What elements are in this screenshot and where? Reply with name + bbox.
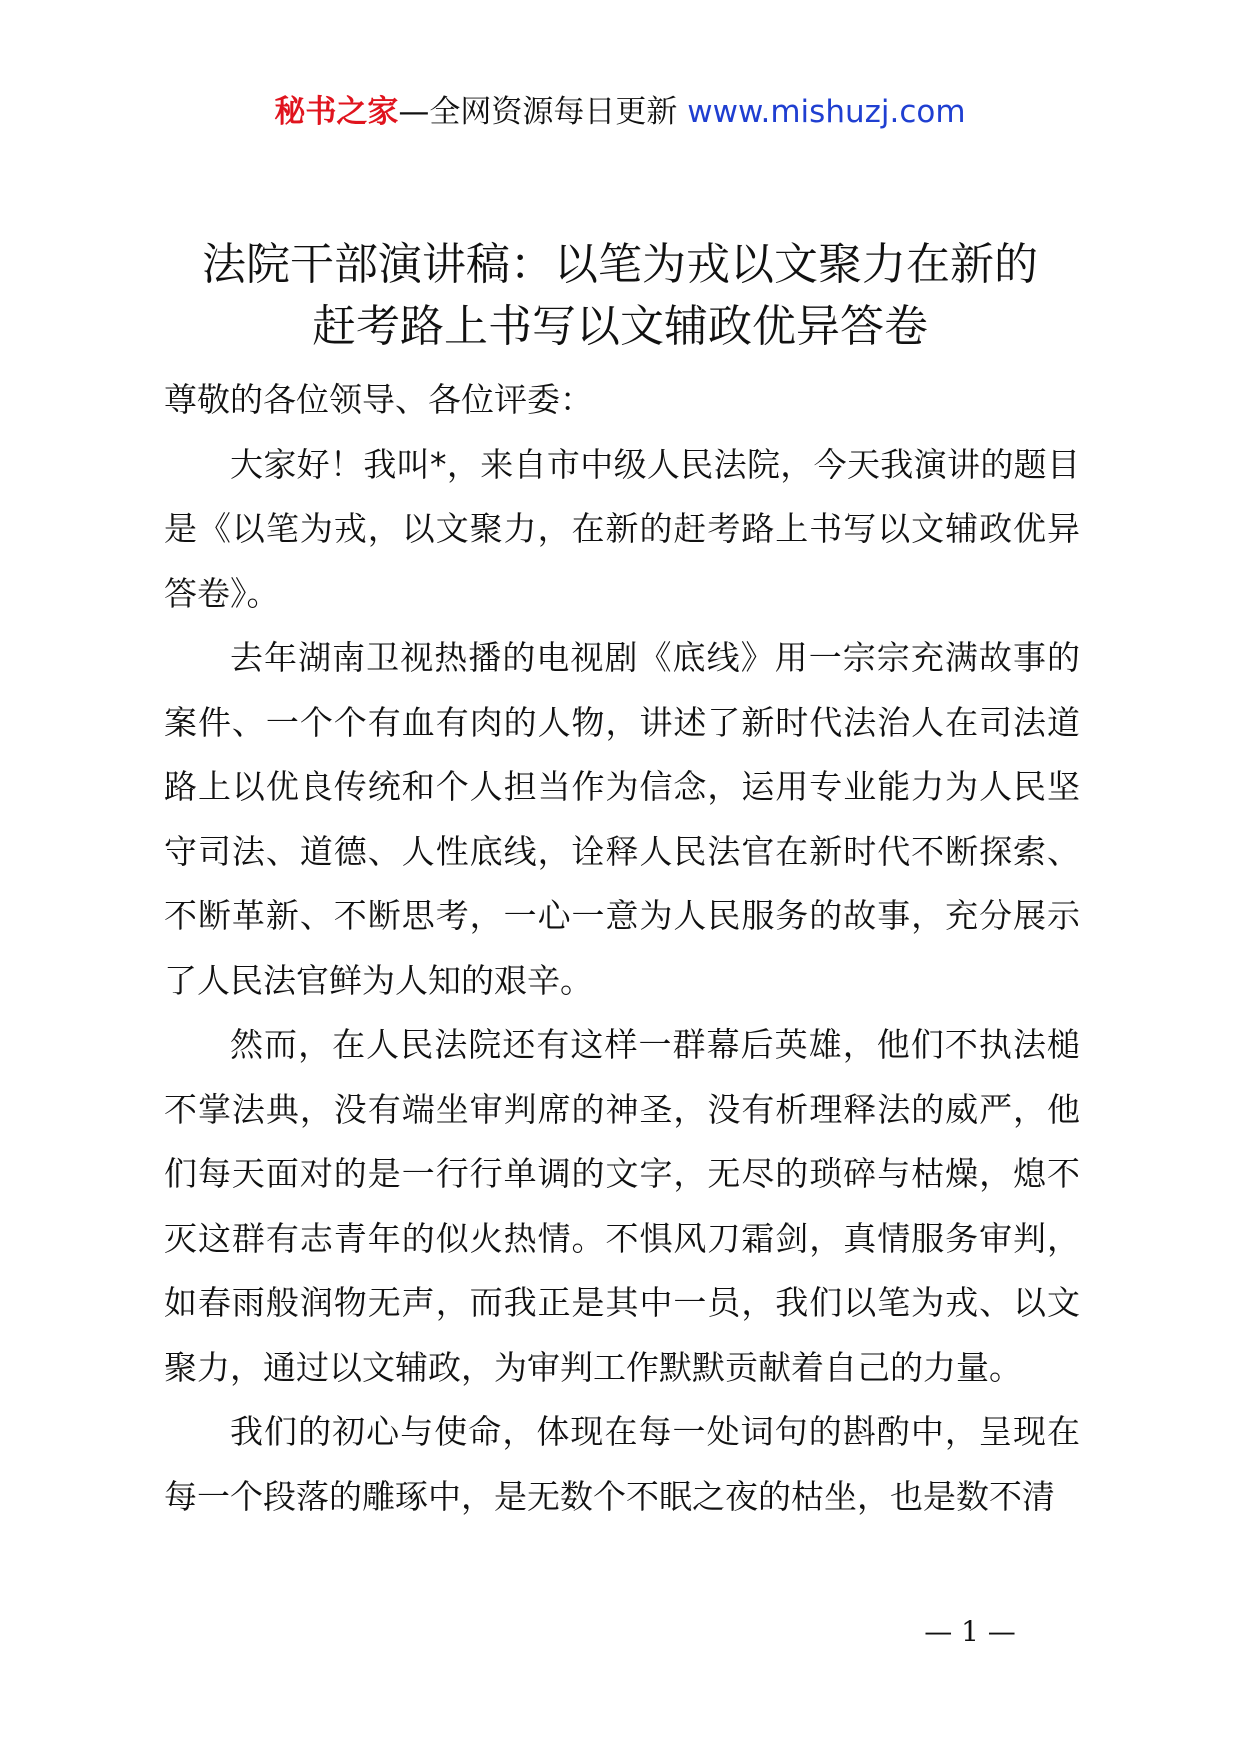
title-line-1: 法院干部演讲稿：以笔为戎以文聚力在新的 (202, 239, 1038, 290)
site-url-link[interactable]: www.mishuzj.com (687, 94, 966, 130)
paragraph-2: 去年湖南卫视热播的电视剧《底线》用一宗宗充满故事的案件、一个个有血有肉的人物，讲述了新时代法治人在司法道路上以优良传统和个人担当作为信念，运用专业能力为人民坚守司法、道德、人性底线，诠释人民法官在新时代不断探索、不断革新、不断思考，一心一意为人民服务的故事，充分展示了人民法官鲜为人知的艰辛。 (164, 638, 1080, 1000)
page-number: — 1 — (924, 1615, 1016, 1648)
paragraph-4: 我们的初心与使命，体现在每一处词句的斟酌中，呈现在每一个段落的雕琢中，是无数个不眠之夜的枯坐，也是数不清 (164, 1412, 1080, 1516)
site-header (0, 92, 1240, 132)
document-title (150, 234, 1090, 358)
paragraph-1: 大家好！我叫*，来自市中级人民法院，今天我演讲的题目是《以笔为戎，以文聚力，在新的赶考路上书写以文辅政优异答卷》。 (164, 444, 1080, 613)
paragraph-3: 然而，在人民法院还有这样一群幕后英雄，他们不执法槌不掌法典，没有端坐审判席的神圣，没有析理释法的威严，他们每天面对的是一行行单调的文字，无尽的琐碎与枯燥，熄不灭这群有志青年的似火热情。不惧风刀霜剑，真情服务审判，如春雨般润物无声，而我正是其中一员，我们以笔为戎、以文聚力，通过以文辅政，为审判工作默默贡献着自己的力量。 (164, 1025, 1080, 1387)
site-brand: 秘书之家 (274, 94, 399, 130)
site-tagline: —全网资源每日更新 (398, 94, 688, 130)
document-body (164, 368, 1080, 1529)
title-line-2: 赶考路上书写以文辅政优异答卷 (312, 301, 928, 352)
salutation: 尊敬的各位领导、各位评委： (164, 380, 593, 419)
